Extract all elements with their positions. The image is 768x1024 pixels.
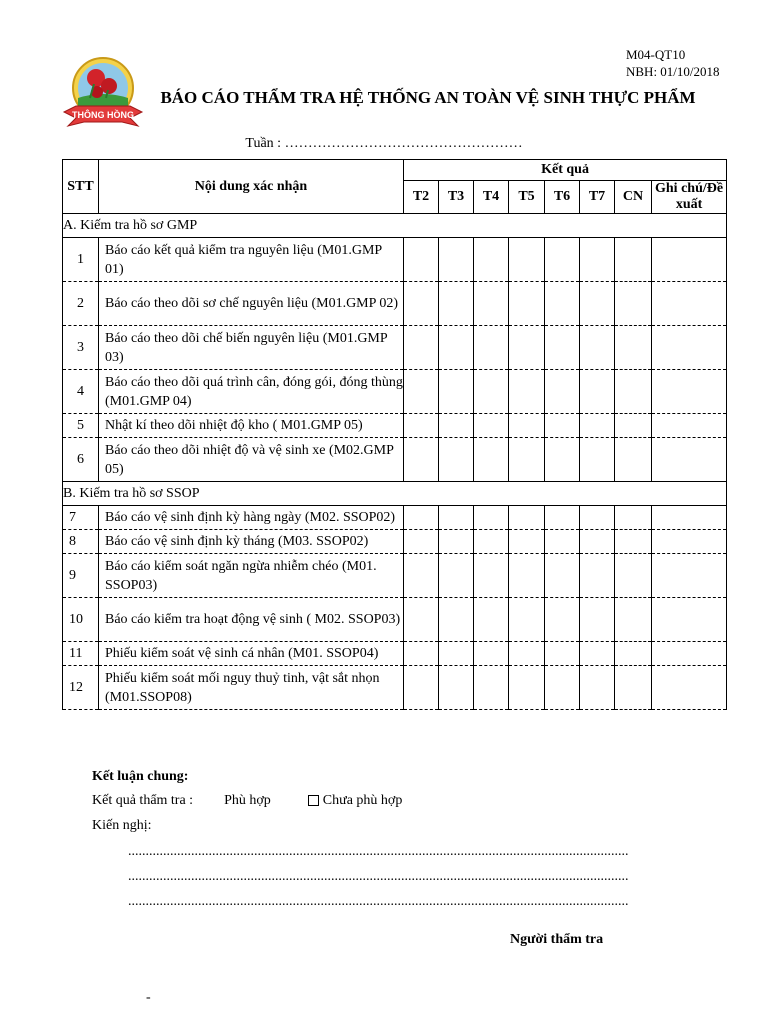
day-check-cell[interactable] — [615, 326, 652, 370]
day-check-cell[interactable] — [439, 438, 474, 482]
day-check-cell[interactable] — [439, 238, 474, 282]
section-a-row — [63, 214, 727, 238]
day-check-cell[interactable] — [439, 554, 474, 598]
day-check-cell[interactable] — [509, 282, 545, 326]
note-cell[interactable] — [652, 506, 727, 530]
row-content: Phiếu kiểm soát mối nguy thuỷ tinh, vật sắt nhọn (M01.SSOP08) — [99, 666, 404, 710]
day-check-cell[interactable] — [615, 554, 652, 598]
day-check-cell[interactable] — [545, 666, 580, 710]
dash-mark: - — [146, 990, 151, 1005]
recommend-line-3[interactable]: ............................................................................................................................................... — [128, 894, 629, 909]
conclusion-label: Kết luận chung: — [92, 769, 189, 784]
day-check-cell[interactable] — [615, 282, 652, 326]
fail-option-label: Chưa phù hợp — [322, 793, 403, 808]
row-content: Báo cáo vệ sinh định kỳ tháng (M03. SSOP02) — [99, 530, 404, 554]
day-check-cell[interactable] — [509, 326, 545, 370]
inspector-label: Người thẩm tra — [510, 932, 604, 947]
day-check-cell[interactable] — [509, 642, 545, 666]
day-check-cell[interactable] — [474, 326, 509, 370]
note-cell[interactable] — [652, 598, 727, 642]
day-check-cell[interactable] — [545, 598, 580, 642]
table-row — [63, 530, 727, 554]
header-day: CN — [615, 181, 652, 214]
row-content: Nhật kí theo dõi nhiệt độ kho ( M01.GMP 05) — [99, 414, 404, 438]
day-check-cell[interactable] — [404, 282, 439, 326]
day-check-cell[interactable] — [545, 438, 580, 482]
note-cell[interactable] — [652, 666, 727, 710]
day-check-cell[interactable] — [439, 530, 474, 554]
header-result: Kết quả — [404, 160, 727, 181]
header-day: T5 — [509, 181, 545, 214]
day-check-cell[interactable] — [474, 530, 509, 554]
day-check-cell[interactable] — [580, 414, 615, 438]
row-content: Báo cáo kiểm tra hoạt động vệ sinh ( M02. SSOP03) — [99, 598, 404, 642]
day-check-cell[interactable] — [615, 414, 652, 438]
day-check-cell[interactable] — [509, 598, 545, 642]
form-code — [626, 46, 720, 80]
day-check-cell[interactable] — [404, 598, 439, 642]
row-content: Báo cáo theo dõi quá trình cân, đóng gói, đóng thùng (M01.GMP 04) — [99, 370, 404, 414]
day-check-cell[interactable] — [615, 530, 652, 554]
row-content: Báo cáo kiểm soát ngăn ngừa nhiễm chéo (M01. SSOP03) — [99, 554, 404, 598]
day-check-cell[interactable] — [439, 414, 474, 438]
row-stt: 10 — [63, 598, 99, 642]
day-check-cell[interactable] — [509, 370, 545, 414]
note-cell[interactable] — [652, 282, 727, 326]
day-check-cell[interactable] — [509, 554, 545, 598]
day-check-cell[interactable] — [580, 326, 615, 370]
day-check-cell[interactable] — [509, 438, 545, 482]
day-check-cell[interactable] — [474, 598, 509, 642]
day-check-cell[interactable] — [545, 554, 580, 598]
day-check-cell[interactable] — [615, 438, 652, 482]
day-check-cell[interactable] — [474, 370, 509, 414]
table-row — [63, 666, 727, 710]
note-cell[interactable] — [652, 326, 727, 370]
row-content: Phiếu kiểm soát vệ sinh cá nhân (M01. SSOP04) — [99, 642, 404, 666]
day-check-cell[interactable] — [439, 326, 474, 370]
day-check-cell[interactable] — [615, 370, 652, 414]
checklist-table — [62, 159, 727, 710]
note-cell[interactable] — [652, 530, 727, 554]
recommend-label: Kiến nghị: — [92, 818, 152, 833]
form-code-number: M04-QT10 — [626, 47, 686, 62]
row-stt: 3 — [63, 326, 99, 370]
row-stt: 4 — [63, 370, 99, 414]
day-check-cell[interactable] — [615, 238, 652, 282]
day-check-cell[interactable] — [509, 506, 545, 530]
day-check-cell[interactable] — [615, 506, 652, 530]
day-check-cell[interactable] — [404, 326, 439, 370]
day-check-cell[interactable] — [404, 642, 439, 666]
day-check-cell[interactable] — [545, 326, 580, 370]
recommend-line-2[interactable]: ............................................................................................................................................... — [128, 869, 629, 884]
day-check-cell[interactable] — [474, 282, 509, 326]
day-check-cell[interactable] — [580, 506, 615, 530]
day-check-cell[interactable] — [474, 506, 509, 530]
day-check-cell[interactable] — [439, 666, 474, 710]
pass-option-label: Phù hợp — [224, 793, 271, 808]
section-b-row — [63, 482, 727, 506]
day-check-cell[interactable] — [404, 238, 439, 282]
day-check-cell[interactable] — [545, 370, 580, 414]
day-check-cell[interactable] — [545, 414, 580, 438]
table-row — [63, 370, 727, 414]
row-stt: 8 — [63, 530, 99, 554]
day-check-cell[interactable] — [509, 238, 545, 282]
day-check-cell[interactable] — [580, 238, 615, 282]
company-logo — [62, 54, 144, 134]
issue-date: NBH: 01/10/2018 — [626, 64, 720, 79]
day-check-cell[interactable] — [615, 642, 652, 666]
page-title: BÁO CÁO THẨM TRA HỆ THỐNG AN TOÀN VỆ SINH THỰC PHẨM — [160, 88, 696, 107]
day-check-cell[interactable] — [404, 506, 439, 530]
table-row — [63, 326, 727, 370]
day-check-cell[interactable] — [580, 282, 615, 326]
day-check-cell[interactable] — [439, 506, 474, 530]
day-check-cell[interactable] — [545, 282, 580, 326]
day-check-cell[interactable] — [545, 506, 580, 530]
section-a-title: A. Kiếm tra hồ sơ GMP — [63, 214, 727, 238]
day-check-cell[interactable] — [509, 530, 545, 554]
table-row — [63, 554, 727, 598]
row-content: Báo cáo vệ sinh định kỳ hàng ngày (M02. SSOP02) — [99, 506, 404, 530]
header-day: T3 — [439, 181, 474, 214]
table-row — [63, 598, 727, 642]
note-cell[interactable] — [652, 438, 727, 482]
day-check-cell[interactable] — [474, 438, 509, 482]
header-content: Nội dung xác nhận — [99, 160, 404, 214]
table-row — [63, 238, 727, 282]
note-cell[interactable] — [652, 370, 727, 414]
header-day: T2 — [404, 181, 439, 214]
row-stt: 6 — [63, 438, 99, 482]
recommend-line-1[interactable]: ............................................................................................................................................... — [128, 844, 629, 859]
day-check-cell[interactable] — [439, 642, 474, 666]
day-check-cell[interactable] — [474, 666, 509, 710]
day-check-cell[interactable] — [545, 530, 580, 554]
day-check-cell[interactable] — [439, 282, 474, 326]
row-stt: 2 — [63, 282, 99, 326]
day-check-cell[interactable] — [580, 642, 615, 666]
result-line — [92, 793, 402, 809]
day-check-cell[interactable] — [474, 238, 509, 282]
row-stt: 5 — [63, 414, 99, 438]
note-cell[interactable] — [652, 642, 727, 666]
row-stt: 7 — [63, 506, 99, 530]
table-row — [63, 438, 727, 482]
day-check-cell[interactable] — [545, 238, 580, 282]
header-stt: STT — [63, 160, 99, 214]
table-row — [63, 642, 727, 666]
day-check-cell[interactable] — [404, 530, 439, 554]
row-stt: 12 — [63, 666, 99, 710]
result-label: Kết quả thẩm tra : — [92, 793, 194, 808]
day-check-cell[interactable] — [580, 554, 615, 598]
day-check-cell[interactable] — [439, 370, 474, 414]
table-row — [63, 414, 727, 438]
day-check-cell[interactable] — [545, 642, 580, 666]
day-check-cell[interactable] — [580, 438, 615, 482]
row-content: Báo cáo theo dõi nhiệt độ và vệ sinh xe (M02.GMP 05) — [99, 438, 404, 482]
header-day: T4 — [474, 181, 509, 214]
note-cell[interactable] — [652, 554, 727, 598]
week-label: Tuần : …………………………………………… — [245, 136, 523, 151]
row-content: Báo cáo theo dõi chế biến nguyên liệu (M01.GMP 03) — [99, 326, 404, 370]
day-check-cell[interactable] — [580, 530, 615, 554]
row-stt: 1 — [63, 238, 99, 282]
day-check-cell[interactable] — [615, 666, 652, 710]
day-check-cell[interactable] — [580, 598, 615, 642]
day-check-cell[interactable] — [509, 666, 545, 710]
day-check-cell[interactable] — [580, 666, 615, 710]
row-content: Báo cáo theo dõi sơ chế nguyên liệu (M01.GMP 02) — [99, 282, 404, 326]
section-b-title: B. Kiếm tra hồ sơ SSOP — [63, 482, 727, 506]
header-day: T6 — [545, 181, 580, 214]
day-check-cell[interactable] — [404, 666, 439, 710]
row-stt: 9 — [63, 554, 99, 598]
day-check-cell[interactable] — [404, 554, 439, 598]
day-check-cell[interactable] — [404, 370, 439, 414]
day-check-cell[interactable] — [474, 554, 509, 598]
svg-text:THÔNG HỒNG: THÔNG HỒNG — [72, 110, 134, 120]
header-day: T7 — [580, 181, 615, 214]
day-check-cell[interactable] — [404, 438, 439, 482]
table-row — [63, 506, 727, 530]
day-check-cell[interactable] — [509, 414, 545, 438]
day-check-cell[interactable] — [615, 598, 652, 642]
row-stt: 11 — [63, 642, 99, 666]
day-check-cell[interactable] — [404, 414, 439, 438]
row-content: Báo cáo kết quả kiểm tra nguyên liệu (M01.GMP 01) — [99, 238, 404, 282]
day-check-cell[interactable] — [580, 370, 615, 414]
day-check-cell[interactable] — [474, 642, 509, 666]
day-check-cell[interactable] — [474, 414, 509, 438]
table-row — [63, 282, 727, 326]
day-check-cell[interactable] — [439, 598, 474, 642]
table-header-row-1 — [63, 160, 727, 181]
note-cell[interactable] — [652, 238, 727, 282]
header-note: Ghi chú/Đề xuất — [652, 181, 727, 214]
note-cell[interactable] — [652, 414, 727, 438]
fail-checkbox[interactable] — [308, 795, 319, 806]
